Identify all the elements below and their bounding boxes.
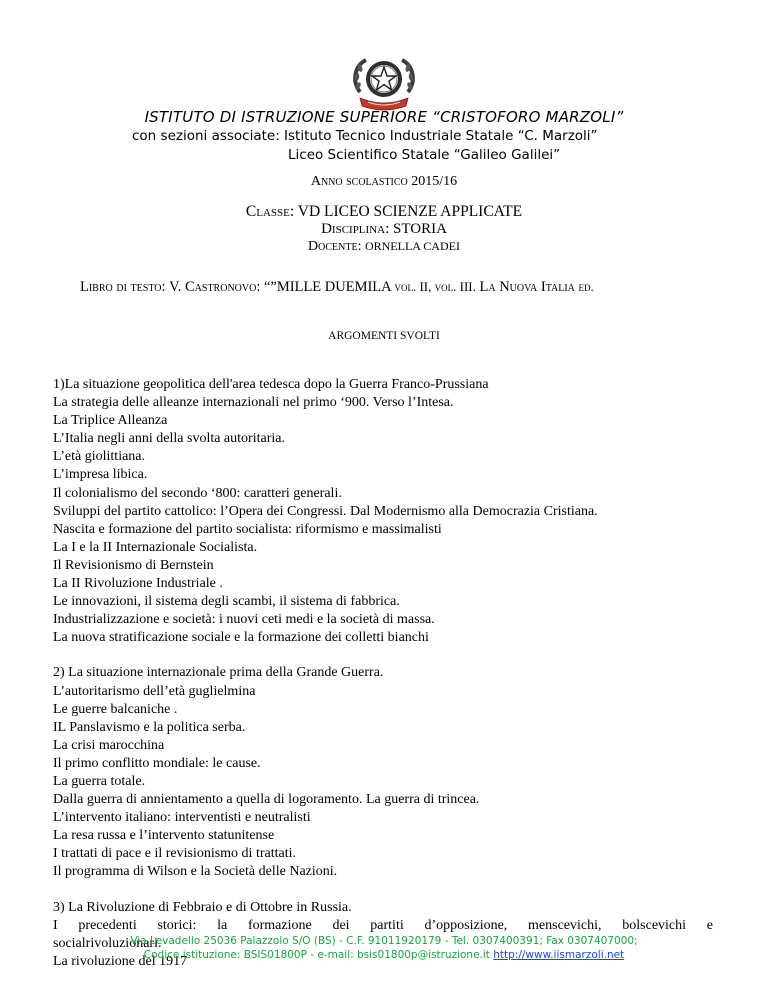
- subject-line: [0, 221, 768, 238]
- list-item: Il colonialismo del secondo ‘800: caratteri generali.: [53, 485, 342, 501]
- institute-title: ISTITUTO DI ISTRUZIONE SUPERIORE “CRISTOFORO MARZOLI”: [144, 108, 624, 126]
- list-item: I precedenti storici: la formazione dei partiti d’opposizione, menscevichi, bolscevichi e: [53, 917, 713, 933]
- school-year-label: Anno scolastico: [310, 174, 408, 189]
- list-item: L’intervento italiano: interventisti e neutralisti: [53, 810, 311, 826]
- section-heading: ARGOMENTI SVOLTI: [328, 330, 440, 342]
- list-item: Industrializzazione e società: i nuovi ceti medi e la società di massa.: [53, 612, 435, 628]
- school-year: [0, 174, 768, 190]
- institute-subtitle-line1: con sezioni associate: Istituto Tecnico Industriale Statale “C. Marzoli”: [132, 128, 598, 144]
- teacher-name: ORNELLA CADEI: [364, 239, 460, 253]
- list-item: socialrivoluzionari.: [53, 935, 162, 951]
- list-item: Dalla guerra di annientamento a quella di logoramento. La guerra di trincea.: [53, 792, 480, 808]
- textbook-line: [80, 279, 594, 296]
- list-item: L’impresa libica.: [53, 467, 148, 483]
- teacher-line: [0, 239, 768, 255]
- list-item: La resa russa e l’intervento statunitense: [53, 828, 275, 844]
- textbook-publisher: La Nuova Italia: [479, 279, 575, 295]
- list-item: La I e la II Internazionale Socialista.: [53, 539, 258, 555]
- list-item: L’Italia negli anni della svolta autoritaria.: [53, 431, 285, 447]
- topic-section-1: [53, 376, 713, 647]
- list-item: 3) La Rivoluzione di Febbraio e di Ottobre in Russia.: [53, 899, 352, 915]
- list-item: La II Rivoluzione Industriale .: [53, 576, 223, 592]
- textbook-title: “”MILLE DUEMILA: [264, 279, 391, 295]
- textbook-edition: ed.: [578, 279, 594, 294]
- list-item: I trattati di pace e il revisionismo di trattati.: [53, 846, 296, 862]
- website-link[interactable]: http://www.iismarzoli.net: [493, 949, 625, 961]
- class-label: Classe:: [245, 203, 295, 220]
- list-item: La guerra totale.: [53, 773, 146, 789]
- subject-label: Disciplina:: [321, 221, 390, 237]
- list-item: Sviluppi del partito cattolico: l’Opera dei Congressi. Dal Modernismo alla Democrazia Cristiana.: [53, 503, 598, 519]
- list-item: Nascita e formazione del partito socialista: riformismo e massimalisti: [53, 521, 442, 537]
- textbook-label: Libro di testo:: [80, 279, 166, 295]
- list-item: Il primo conflitto mondiale: le cause.: [53, 755, 261, 771]
- subject-value: STORIA: [393, 221, 447, 237]
- school-year-value: 2015/16: [411, 174, 458, 189]
- topics-content: [53, 376, 713, 971]
- class-value: VD LICEO SCIENZE APPLICATE: [297, 203, 523, 220]
- list-item: L’età giolittiana.: [53, 449, 146, 465]
- list-item: Il programma di Wilson e la Società delle Nazioni.: [53, 864, 338, 880]
- footer-contacts: [0, 948, 768, 962]
- class-line: [0, 203, 768, 221]
- list-item: 1)La situazione geopolitica dell'area tedesca dopo la Guerra Franco-Prussiana: [53, 377, 489, 392]
- list-item: La rivoluzione del 1917: [53, 953, 188, 969]
- list-item: 2) La situazione internazionale prima della Grande Guerra.: [53, 665, 384, 681]
- list-item: Il Revisionismo di Bernstein: [53, 557, 214, 573]
- italian-republic-emblem-icon: [346, 52, 422, 114]
- list-item: La crisi marocchina: [53, 737, 165, 753]
- teacher-label: Docente:: [308, 239, 362, 254]
- list-item: L’autoritarismo dell’età guglielmina: [53, 683, 256, 699]
- textbook-author: V. Castronovo:: [169, 279, 261, 295]
- list-item: La strategia delle alleanze internazionali nel primo ‘900. Verso l’Intesa.: [53, 395, 454, 411]
- list-item: La nuova stratificazione sociale e la formazione dei colletti bianchi: [53, 630, 429, 646]
- list-item: Le innovazioni, il sistema degli scambi, il sistema di fabbrica.: [53, 594, 400, 610]
- list-item: IL Panslavismo e la politica serba.: [53, 719, 246, 735]
- institute-subtitle-line2: Liceo Scientifico Statale “Galileo Galilei”: [288, 147, 561, 163]
- footer-code-email: Codice istituzione: BSIS01800P - e-mail: bsis01800p@istruzione.it: [143, 949, 494, 961]
- list-item: La Triplice Alleanza: [53, 413, 168, 429]
- list-item: Le guerre balcaniche .: [53, 701, 178, 717]
- textbook-volumes: vol. II, vol. III.: [394, 279, 476, 294]
- topic-section-2: [53, 664, 713, 881]
- footer-address: Via Levadello 25036 Palazzolo S/O (BS) - C.F. 91011920179 - Tel. 0307400391; Fax 0307407000;: [130, 935, 638, 947]
